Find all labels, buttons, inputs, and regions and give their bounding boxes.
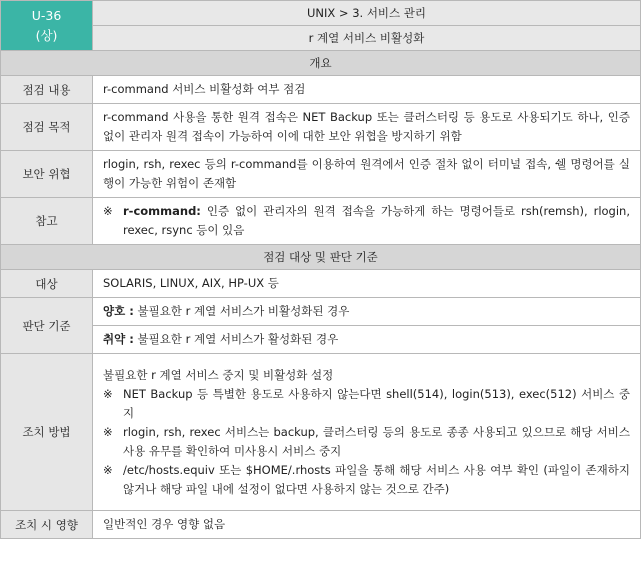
- security-threat-label: 보안 위협: [1, 151, 93, 198]
- title-text: r 계열 서비스 비활성화: [308, 31, 425, 45]
- judgement-good: [93, 298, 641, 326]
- category-text: UNIX > 3. 서비스 관리: [306, 6, 427, 20]
- section-criteria: [1, 245, 641, 270]
- judgement-bad: [93, 326, 641, 354]
- reference-text: 인증 없이 관리자의 원격 접속을 가능하게 하는 명령어들로 rsh(remsh), rlogin, rexec, rsync 등이 있음: [123, 204, 630, 237]
- judgement-label: 판단 기준: [1, 298, 93, 354]
- judgement-bad-term: 취약 :: [103, 332, 134, 346]
- check-purpose-text: r-command 사용을 통한 원격 접속은 NET Backup 또는 클러스터링 등 용도로 사용되기도 하나, 인증 없이 관리자 원격 접속이 가능하여 이에 대한 보안 위협을 방지하기 위함: [93, 104, 641, 151]
- reference-cell: [93, 198, 641, 245]
- check-id: U-36: [31, 7, 62, 23]
- reference-body: [123, 202, 630, 240]
- check-grade: (상): [35, 27, 58, 43]
- action-note-2-text: rlogin, rsh, rexec 서비스는 backup, 클러스터링 등의 용도로 종종 사용되고 있으므로 해당 서비스 사용 유무를 확인하여 미사용시 서비스 중지: [123, 424, 630, 458]
- target-text: SOLARIS, LINUX, AIX, HP-UX 등: [93, 270, 641, 298]
- reference-note: [103, 202, 630, 240]
- section-criteria-label: 점검 대상 및 판단 기준: [263, 250, 378, 264]
- reference-mark: ※: [103, 204, 113, 218]
- judgement-good-text: 불필요한 r 계열 서비스가 비활성화된 경우: [133, 304, 350, 318]
- security-threat-text: rlogin, rsh, rexec 등의 r-command를 이용하여 원격에서 인증 절차 없이 터미널 접속, 쉘 명령어를 실행이 가능한 위험이 존재함: [93, 151, 641, 198]
- impact-text: 일반적인 경우 영향 없음: [93, 511, 641, 539]
- action-note-3-mark: ※: [103, 462, 113, 477]
- action-intro: 불필요한 r 계열 서비스 중지 및 비활성화 설정: [103, 367, 334, 382]
- check-purpose-label: 점검 목적: [1, 104, 93, 151]
- check-content-text: r-command 서비스 비활성화 여부 점검: [93, 76, 641, 104]
- action-note-2-mark: ※: [103, 424, 113, 439]
- judgement-bad-text: 불필요한 r 계열 서비스가 활성화된 경우: [133, 332, 339, 346]
- action-note-1: [103, 385, 630, 423]
- action-note-1-mark: ※: [103, 386, 113, 401]
- section-overview-label: 개요: [309, 56, 332, 70]
- section-overview: [1, 51, 641, 76]
- action-label: 조치 방법: [1, 354, 93, 511]
- action-cell: [93, 354, 641, 511]
- action-note-3: [103, 461, 630, 499]
- check-id-cell: [1, 1, 93, 51]
- target-label: 대상: [1, 270, 93, 298]
- reference-label: 참고: [1, 198, 93, 245]
- check-content-label: 점검 내용: [1, 76, 93, 104]
- category-cell: [93, 1, 641, 26]
- impact-label: 조치 시 영향: [1, 511, 93, 539]
- judgement-good-term: 양호 :: [103, 304, 134, 318]
- action-note-1-text: NET Backup 등 특별한 용도로 사용하지 않는다면 shell(514), login(513), exec(512) 서비스 중지: [123, 386, 630, 420]
- title-cell: [93, 26, 641, 51]
- action-note-3-text: /etc/hosts.equiv 또는 $HOME/.rhosts 파일을 통해 해당 서비스 사용 여부 확인 (파일이 존재하지 않거나 해당 파일 내에 설정이 없다면 사용하지 않는 것으로 간주): [123, 462, 630, 496]
- reference-term: r-command:: [123, 204, 201, 218]
- action-note-2: [103, 423, 630, 461]
